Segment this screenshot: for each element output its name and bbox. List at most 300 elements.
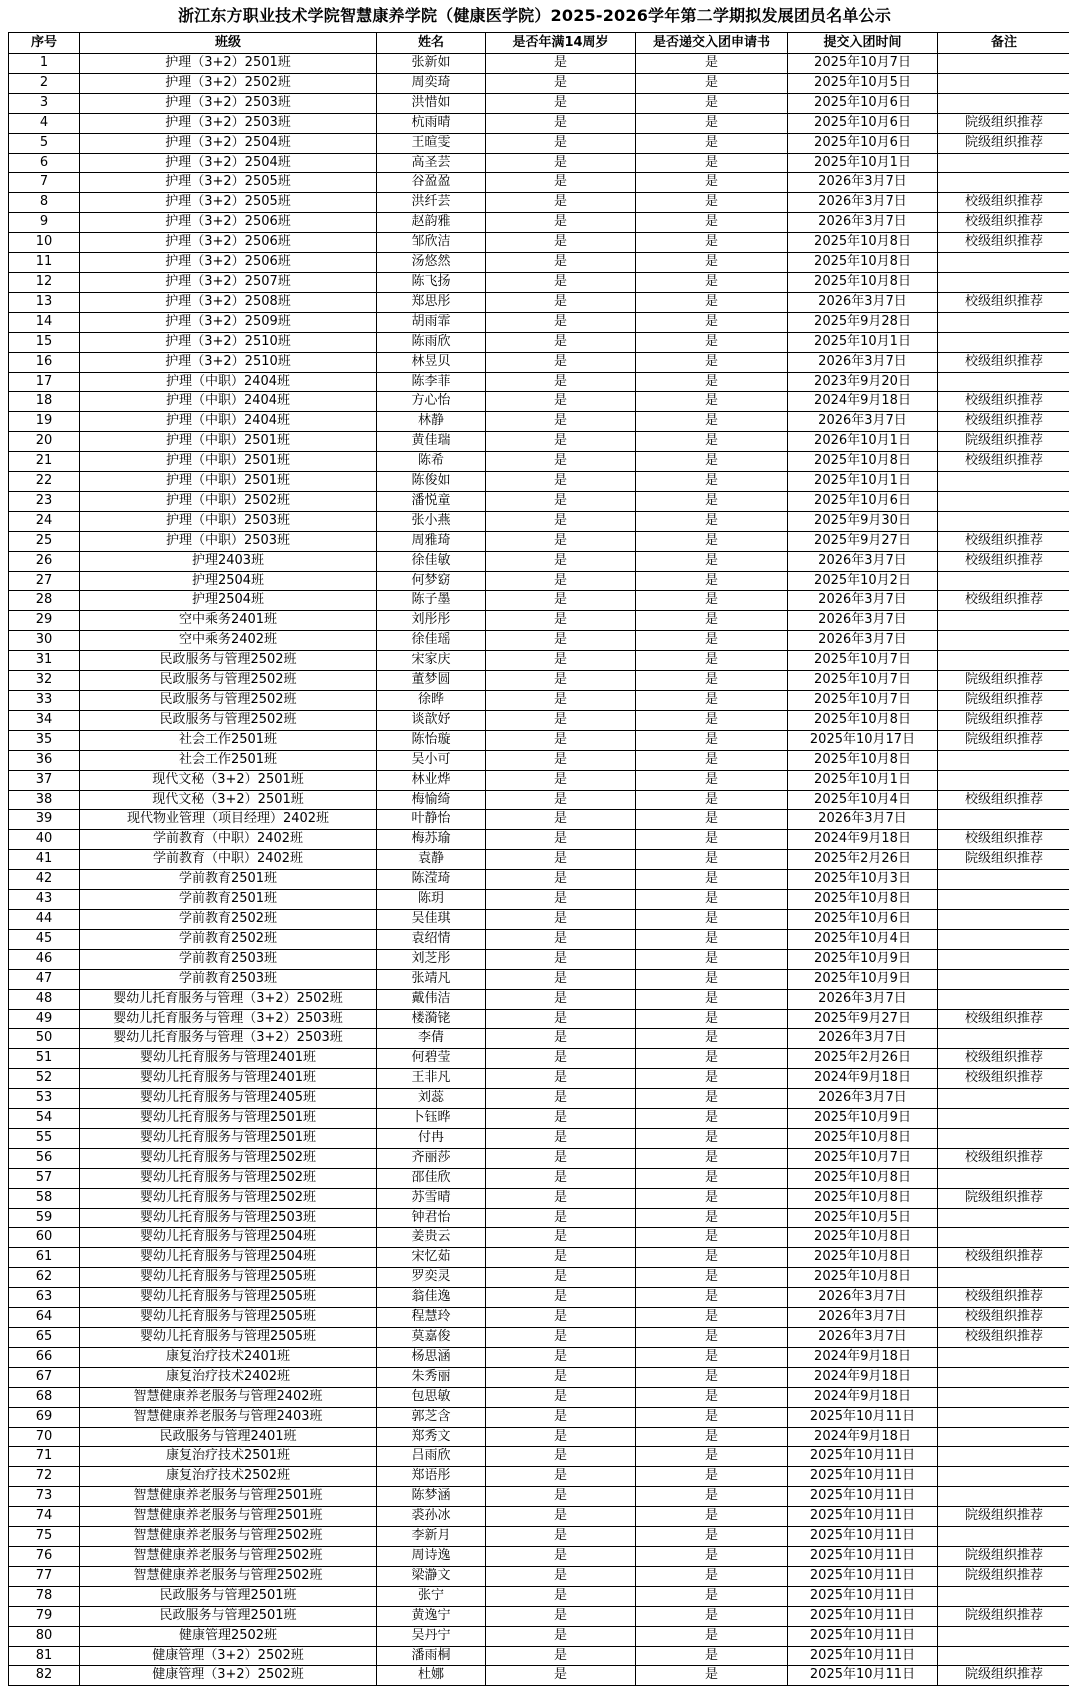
table-row xyxy=(9,1487,1069,1507)
cell-index: 31 xyxy=(9,651,80,671)
table-row xyxy=(9,133,1069,153)
cell-remarks xyxy=(938,611,1069,631)
cell-application-check: 是 xyxy=(636,253,788,273)
cell-age-check: 是 xyxy=(486,691,636,711)
cell-age-check: 是 xyxy=(486,830,636,850)
table-row xyxy=(9,929,1069,949)
cell-application-check: 是 xyxy=(636,1467,788,1487)
cell-class: 护理（中职）2503班 xyxy=(80,511,377,531)
cell-class: 康复治疗技术2401班 xyxy=(80,1347,377,1367)
cell-remarks xyxy=(938,1029,1069,1049)
cell-class: 康复治疗技术2501班 xyxy=(80,1447,377,1467)
cell-age-check: 是 xyxy=(486,890,636,910)
table-row xyxy=(9,1128,1069,1148)
cell-remarks xyxy=(938,253,1069,273)
table-row xyxy=(9,710,1069,730)
table-row xyxy=(9,1168,1069,1188)
cell-application-check: 是 xyxy=(636,1268,788,1288)
cell-remarks: 校级组织推荐 xyxy=(938,1148,1069,1168)
cell-age-check: 是 xyxy=(486,1029,636,1049)
cell-name: 陈梦涵 xyxy=(377,1487,486,1507)
cell-index: 22 xyxy=(9,472,80,492)
table-row xyxy=(9,870,1069,890)
cell-remarks xyxy=(938,571,1069,591)
cell-index: 43 xyxy=(9,890,80,910)
cell-remarks xyxy=(938,1347,1069,1367)
table-row xyxy=(9,909,1069,929)
table-row xyxy=(9,531,1069,551)
cell-class: 婴幼儿托育服务与管理2505班 xyxy=(80,1328,377,1348)
cell-submit-date: 2025年9月27日 xyxy=(788,1009,938,1029)
table-row xyxy=(9,352,1069,372)
cell-index: 24 xyxy=(9,511,80,531)
cell-name: 齐丽莎 xyxy=(377,1148,486,1168)
cell-remarks xyxy=(938,1467,1069,1487)
cell-index: 7 xyxy=(9,173,80,193)
table-row xyxy=(9,1367,1069,1387)
cell-submit-date: 2025年10月8日 xyxy=(788,1168,938,1188)
cell-submit-date: 2024年9月18日 xyxy=(788,392,938,412)
cell-submit-date: 2025年10月8日 xyxy=(788,1228,938,1248)
cell-index: 40 xyxy=(9,830,80,850)
cell-name: 邵佳欣 xyxy=(377,1168,486,1188)
cell-application-check: 是 xyxy=(636,452,788,472)
table-row xyxy=(9,1148,1069,1168)
cell-application-check: 是 xyxy=(636,770,788,790)
cell-application-check: 是 xyxy=(636,1049,788,1069)
table-row xyxy=(9,253,1069,273)
cell-name: 徐佳敏 xyxy=(377,551,486,571)
table-body xyxy=(9,54,1069,1686)
cell-submit-date: 2025年10月8日 xyxy=(788,233,938,253)
cell-age-check: 是 xyxy=(486,432,636,452)
cell-class: 民政服务与管理2501班 xyxy=(80,1586,377,1606)
cell-submit-date: 2025年10月8日 xyxy=(788,890,938,910)
table-row xyxy=(9,1328,1069,1348)
cell-class: 民政服务与管理2401班 xyxy=(80,1427,377,1447)
cell-age-check: 是 xyxy=(486,1666,636,1686)
cell-name: 方心怡 xyxy=(377,392,486,412)
cell-remarks xyxy=(938,1128,1069,1148)
cell-remarks xyxy=(938,1208,1069,1228)
cell-name: 谷盈盈 xyxy=(377,173,486,193)
cell-submit-date: 2024年9月18日 xyxy=(788,1387,938,1407)
cell-remarks xyxy=(938,949,1069,969)
cell-age-check: 是 xyxy=(486,1009,636,1029)
cell-remarks xyxy=(938,54,1069,74)
table-row xyxy=(9,1566,1069,1586)
table-row xyxy=(9,1507,1069,1527)
cell-class: 护理（3+2）2503班 xyxy=(80,93,377,113)
cell-index: 4 xyxy=(9,113,80,133)
cell-remarks: 院级组织推荐 xyxy=(938,691,1069,711)
cell-age-check: 是 xyxy=(486,1646,636,1666)
cell-index: 36 xyxy=(9,750,80,770)
cell-age-check: 是 xyxy=(486,352,636,372)
cell-age-check: 是 xyxy=(486,929,636,949)
cell-submit-date: 2025年9月30日 xyxy=(788,511,938,531)
cell-age-check: 是 xyxy=(486,870,636,890)
cell-submit-date: 2025年10月5日 xyxy=(788,73,938,93)
cell-age-check: 是 xyxy=(486,113,636,133)
cell-application-check: 是 xyxy=(636,1168,788,1188)
cell-application-check: 是 xyxy=(636,551,788,571)
cell-class: 智慧健康养老服务与管理2403班 xyxy=(80,1407,377,1427)
table-row xyxy=(9,1089,1069,1109)
table-row xyxy=(9,651,1069,671)
cell-class: 婴幼儿托育服务与管理（3+2）2502班 xyxy=(80,989,377,1009)
cell-class: 婴幼儿托育服务与管理2503班 xyxy=(80,1208,377,1228)
cell-remarks xyxy=(938,870,1069,890)
table-row xyxy=(9,1546,1069,1566)
cell-age-check: 是 xyxy=(486,969,636,989)
cell-name: 张小燕 xyxy=(377,511,486,531)
cell-remarks xyxy=(938,173,1069,193)
cell-class: 婴幼儿托育服务与管理2502班 xyxy=(80,1168,377,1188)
cell-application-check: 是 xyxy=(636,1228,788,1248)
cell-name: 刘彤彤 xyxy=(377,611,486,631)
cell-age-check: 是 xyxy=(486,253,636,273)
cell-index: 82 xyxy=(9,1666,80,1686)
cell-submit-date: 2025年10月11日 xyxy=(788,1566,938,1586)
cell-age-check: 是 xyxy=(486,1367,636,1387)
cell-class: 学前教育2502班 xyxy=(80,929,377,949)
cell-class: 婴幼儿托育服务与管理2401班 xyxy=(80,1069,377,1089)
cell-age-check: 是 xyxy=(486,770,636,790)
cell-index: 20 xyxy=(9,432,80,452)
table-row xyxy=(9,691,1069,711)
table-row xyxy=(9,332,1069,352)
header-application-check: 是否递交入团申请书 xyxy=(636,33,788,54)
cell-index: 79 xyxy=(9,1606,80,1626)
cell-name: 吴小可 xyxy=(377,750,486,770)
cell-class: 智慧健康养老服务与管理2501班 xyxy=(80,1507,377,1527)
cell-submit-date: 2025年10月11日 xyxy=(788,1447,938,1467)
cell-name: 潘悦童 xyxy=(377,491,486,511)
cell-class: 护理（3+2）2504班 xyxy=(80,153,377,173)
header-index: 序号 xyxy=(9,33,80,54)
cell-remarks xyxy=(938,929,1069,949)
cell-name: 周奕琦 xyxy=(377,73,486,93)
cell-application-check: 是 xyxy=(636,213,788,233)
cell-remarks xyxy=(938,1646,1069,1666)
cell-class: 康复治疗技术2402班 xyxy=(80,1367,377,1387)
cell-submit-date: 2024年9月18日 xyxy=(788,1347,938,1367)
cell-name: 梁瀞文 xyxy=(377,1566,486,1586)
cell-name: 郑秀文 xyxy=(377,1427,486,1447)
cell-application-check: 是 xyxy=(636,611,788,631)
table-row xyxy=(9,1069,1069,1089)
cell-class: 民政服务与管理2502班 xyxy=(80,710,377,730)
table-row xyxy=(9,631,1069,651)
cell-age-check: 是 xyxy=(486,1566,636,1586)
cell-index: 48 xyxy=(9,989,80,1009)
cell-name: 洪纤芸 xyxy=(377,193,486,213)
cell-name: 周诗逸 xyxy=(377,1546,486,1566)
cell-application-check: 是 xyxy=(636,1248,788,1268)
cell-name: 刘蕊 xyxy=(377,1089,486,1109)
table-row xyxy=(9,432,1069,452)
cell-class: 健康管理2502班 xyxy=(80,1626,377,1646)
cell-submit-date: 2026年3月7日 xyxy=(788,810,938,830)
cell-name: 何碧莹 xyxy=(377,1049,486,1069)
cell-application-check: 是 xyxy=(636,1308,788,1328)
header-name: 姓名 xyxy=(377,33,486,54)
cell-age-check: 是 xyxy=(486,73,636,93)
cell-remarks xyxy=(938,272,1069,292)
cell-remarks xyxy=(938,491,1069,511)
table-row xyxy=(9,213,1069,233)
cell-application-check: 是 xyxy=(636,372,788,392)
cell-age-check: 是 xyxy=(486,412,636,432)
cell-age-check: 是 xyxy=(486,989,636,1009)
cell-index: 81 xyxy=(9,1646,80,1666)
cell-index: 65 xyxy=(9,1328,80,1348)
cell-application-check: 是 xyxy=(636,949,788,969)
cell-application-check: 是 xyxy=(636,1427,788,1447)
cell-submit-date: 2024年9月18日 xyxy=(788,830,938,850)
cell-name: 程慧玲 xyxy=(377,1308,486,1328)
table-row xyxy=(9,1606,1069,1626)
cell-remarks xyxy=(938,1168,1069,1188)
cell-class: 民政服务与管理2502班 xyxy=(80,651,377,671)
table-row xyxy=(9,1288,1069,1308)
cell-age-check: 是 xyxy=(486,1228,636,1248)
cell-name: 陈李菲 xyxy=(377,372,486,392)
cell-name: 陈雨欣 xyxy=(377,332,486,352)
cell-index: 18 xyxy=(9,392,80,412)
cell-submit-date: 2026年3月7日 xyxy=(788,1288,938,1308)
cell-application-check: 是 xyxy=(636,1288,788,1308)
cell-index: 26 xyxy=(9,551,80,571)
cell-remarks: 院级组织推荐 xyxy=(938,1507,1069,1527)
cell-class: 健康管理（3+2）2502班 xyxy=(80,1666,377,1686)
cell-remarks: 院级组织推荐 xyxy=(938,850,1069,870)
cell-index: 64 xyxy=(9,1308,80,1328)
cell-index: 19 xyxy=(9,412,80,432)
table-row xyxy=(9,193,1069,213)
cell-index: 12 xyxy=(9,272,80,292)
cell-application-check: 是 xyxy=(636,233,788,253)
table-row xyxy=(9,1109,1069,1129)
cell-age-check: 是 xyxy=(486,1148,636,1168)
cell-class: 学前教育2501班 xyxy=(80,890,377,910)
cell-index: 13 xyxy=(9,292,80,312)
cell-index: 17 xyxy=(9,372,80,392)
cell-class: 康复治疗技术2502班 xyxy=(80,1467,377,1487)
cell-index: 9 xyxy=(9,213,80,233)
cell-application-check: 是 xyxy=(636,1586,788,1606)
cell-age-check: 是 xyxy=(486,1109,636,1129)
cell-index: 58 xyxy=(9,1188,80,1208)
cell-index: 56 xyxy=(9,1148,80,1168)
cell-class: 现代物业管理（项目经理）2402班 xyxy=(80,810,377,830)
cell-application-check: 是 xyxy=(636,710,788,730)
cell-name: 苏雪晴 xyxy=(377,1188,486,1208)
cell-application-check: 是 xyxy=(636,1188,788,1208)
cell-remarks xyxy=(938,1089,1069,1109)
cell-submit-date: 2026年3月7日 xyxy=(788,611,938,631)
cell-submit-date: 2025年10月11日 xyxy=(788,1586,938,1606)
cell-application-check: 是 xyxy=(636,352,788,372)
cell-remarks: 校级组织推荐 xyxy=(938,1288,1069,1308)
cell-submit-date: 2025年10月11日 xyxy=(788,1606,938,1626)
cell-name: 杨思涵 xyxy=(377,1347,486,1367)
table-row xyxy=(9,750,1069,770)
cell-name: 杭雨晴 xyxy=(377,113,486,133)
cell-submit-date: 2026年3月7日 xyxy=(788,352,938,372)
cell-age-check: 是 xyxy=(486,730,636,750)
table-row xyxy=(9,989,1069,1009)
cell-index: 57 xyxy=(9,1168,80,1188)
cell-remarks xyxy=(938,1268,1069,1288)
cell-application-check: 是 xyxy=(636,73,788,93)
cell-age-check: 是 xyxy=(486,272,636,292)
cell-remarks xyxy=(938,93,1069,113)
cell-age-check: 是 xyxy=(486,173,636,193)
cell-remarks: 校级组织推荐 xyxy=(938,352,1069,372)
cell-class: 护理（3+2）2506班 xyxy=(80,253,377,273)
table-row xyxy=(9,949,1069,969)
table-header-row xyxy=(9,33,1069,54)
cell-application-check: 是 xyxy=(636,153,788,173)
cell-remarks xyxy=(938,1367,1069,1387)
cell-submit-date: 2025年10月11日 xyxy=(788,1546,938,1566)
cell-name: 吕雨欣 xyxy=(377,1447,486,1467)
cell-remarks xyxy=(938,631,1069,651)
cell-class: 婴幼儿托育服务与管理2502班 xyxy=(80,1148,377,1168)
table-row xyxy=(9,372,1069,392)
cell-index: 52 xyxy=(9,1069,80,1089)
cell-application-check: 是 xyxy=(636,133,788,153)
cell-application-check: 是 xyxy=(636,1128,788,1148)
cell-application-check: 是 xyxy=(636,929,788,949)
cell-index: 55 xyxy=(9,1128,80,1148)
cell-name: 陈玥 xyxy=(377,890,486,910)
cell-submit-date: 2025年10月1日 xyxy=(788,332,938,352)
cell-submit-date: 2025年10月7日 xyxy=(788,691,938,711)
cell-remarks xyxy=(938,1626,1069,1646)
cell-index: 63 xyxy=(9,1288,80,1308)
cell-index: 46 xyxy=(9,949,80,969)
cell-application-check: 是 xyxy=(636,1546,788,1566)
cell-age-check: 是 xyxy=(486,1626,636,1646)
cell-index: 77 xyxy=(9,1566,80,1586)
cell-name: 陈俊如 xyxy=(377,472,486,492)
cell-class: 护理（3+2）2510班 xyxy=(80,332,377,352)
cell-index: 59 xyxy=(9,1208,80,1228)
cell-application-check: 是 xyxy=(636,412,788,432)
cell-name: 郑语彤 xyxy=(377,1467,486,1487)
table-row xyxy=(9,571,1069,591)
cell-index: 27 xyxy=(9,571,80,591)
cell-application-check: 是 xyxy=(636,1507,788,1527)
cell-index: 72 xyxy=(9,1467,80,1487)
cell-age-check: 是 xyxy=(486,511,636,531)
cell-index: 37 xyxy=(9,770,80,790)
cell-remarks xyxy=(938,1387,1069,1407)
cell-remarks xyxy=(938,1447,1069,1467)
cell-age-check: 是 xyxy=(486,810,636,830)
roster-table xyxy=(8,32,1069,1686)
cell-submit-date: 2026年3月7日 xyxy=(788,1308,938,1328)
cell-index: 5 xyxy=(9,133,80,153)
cell-age-check: 是 xyxy=(486,472,636,492)
cell-age-check: 是 xyxy=(486,312,636,332)
cell-class: 护理（3+2）2506班 xyxy=(80,213,377,233)
cell-class: 护理（3+2）2509班 xyxy=(80,312,377,332)
cell-index: 34 xyxy=(9,710,80,730)
cell-application-check: 是 xyxy=(636,54,788,74)
cell-application-check: 是 xyxy=(636,531,788,551)
cell-age-check: 是 xyxy=(486,1586,636,1606)
cell-age-check: 是 xyxy=(486,292,636,312)
cell-remarks xyxy=(938,969,1069,989)
cell-name: 张宁 xyxy=(377,1586,486,1606)
cell-age-check: 是 xyxy=(486,1208,636,1228)
cell-submit-date: 2025年10月9日 xyxy=(788,949,938,969)
cell-class: 民政服务与管理2501班 xyxy=(80,1606,377,1626)
cell-class: 护理（3+2）2505班 xyxy=(80,193,377,213)
cell-age-check: 是 xyxy=(486,1347,636,1367)
cell-class: 护理（中职）2501班 xyxy=(80,472,377,492)
table-row xyxy=(9,591,1069,611)
cell-index: 51 xyxy=(9,1049,80,1069)
cell-name: 王暄雯 xyxy=(377,133,486,153)
cell-age-check: 是 xyxy=(486,571,636,591)
cell-remarks: 校级组织推荐 xyxy=(938,830,1069,850)
cell-name: 徐佳瑶 xyxy=(377,631,486,651)
cell-application-check: 是 xyxy=(636,1666,788,1686)
cell-remarks xyxy=(938,1586,1069,1606)
table-row xyxy=(9,890,1069,910)
cell-class: 护理2504班 xyxy=(80,571,377,591)
cell-remarks: 院级组织推荐 xyxy=(938,113,1069,133)
cell-age-check: 是 xyxy=(486,1387,636,1407)
cell-age-check: 是 xyxy=(486,790,636,810)
cell-remarks: 院级组织推荐 xyxy=(938,671,1069,691)
cell-remarks: 校级组织推荐 xyxy=(938,591,1069,611)
cell-class: 智慧健康养老服务与管理2402班 xyxy=(80,1387,377,1407)
cell-index: 75 xyxy=(9,1527,80,1547)
cell-application-check: 是 xyxy=(636,491,788,511)
cell-class: 学前教育（中职）2402班 xyxy=(80,830,377,850)
cell-index: 68 xyxy=(9,1387,80,1407)
cell-application-check: 是 xyxy=(636,1566,788,1586)
table-row xyxy=(9,730,1069,750)
cell-application-check: 是 xyxy=(636,1029,788,1049)
cell-name: 付冉 xyxy=(377,1128,486,1148)
table-row xyxy=(9,511,1069,531)
table-row xyxy=(9,1308,1069,1328)
cell-name: 李新月 xyxy=(377,1527,486,1547)
cell-class: 护理2504班 xyxy=(80,591,377,611)
cell-class: 智慧健康养老服务与管理2502班 xyxy=(80,1527,377,1547)
table-row xyxy=(9,790,1069,810)
cell-application-check: 是 xyxy=(636,113,788,133)
cell-name: 李倩 xyxy=(377,1029,486,1049)
table-row xyxy=(9,850,1069,870)
table-row xyxy=(9,1208,1069,1228)
cell-application-check: 是 xyxy=(636,1626,788,1646)
cell-class: 学前教育2503班 xyxy=(80,969,377,989)
cell-name: 叶静怡 xyxy=(377,810,486,830)
cell-age-check: 是 xyxy=(486,1089,636,1109)
cell-index: 49 xyxy=(9,1009,80,1029)
cell-name: 姜贵云 xyxy=(377,1228,486,1248)
cell-submit-date: 2025年9月27日 xyxy=(788,531,938,551)
cell-application-check: 是 xyxy=(636,432,788,452)
